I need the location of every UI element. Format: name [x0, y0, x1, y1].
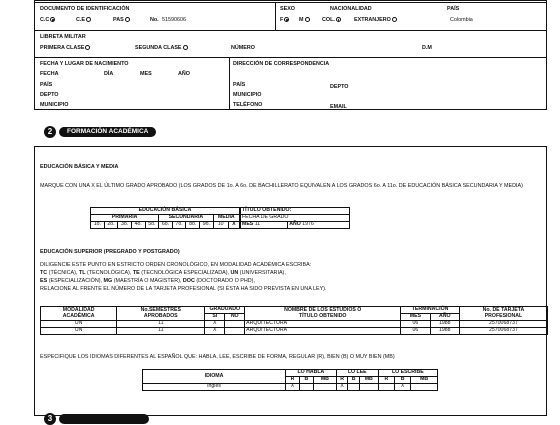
language-cell[interactable]: Inglés [143, 384, 286, 391]
media-label: MEDIA [213, 215, 239, 222]
doc-id-label: DOCUMENTO DE IDENTIFICACIÓN [40, 6, 130, 12]
speaks-mb-cell[interactable] [313, 384, 336, 391]
military-number-label: NÚMERO [231, 45, 255, 51]
section-3-number: 3 [44, 413, 56, 425]
birth-year-label: AÑO [178, 71, 190, 77]
birth-date-label: FECHA [40, 71, 59, 77]
radio-cc[interactable] [50, 17, 55, 22]
level-mb: MB [411, 377, 438, 384]
nationality-label: NACIONALIDAD [330, 6, 372, 12]
section-3-title-bar [59, 414, 149, 424]
degree-month[interactable]: MES 11 [241, 222, 288, 229]
birth-dept-label: DEPTO [40, 92, 59, 98]
radio-foreign[interactable] [392, 17, 397, 22]
section-2-header [44, 126, 204, 138]
languages-table [142, 369, 438, 391]
table-row [143, 384, 438, 391]
sex-f[interactable]: F [280, 17, 289, 23]
col-reads: LO LEE [336, 370, 378, 377]
card-cell[interactable]: 2570068737 [459, 321, 547, 328]
studies-cell[interactable]: ARQUITECTURA [245, 328, 401, 335]
speaks-b-cell[interactable] [299, 384, 313, 391]
radio-m[interactable] [305, 17, 310, 22]
sex-label: SEXO [280, 6, 295, 12]
level-r: R [378, 377, 394, 384]
grade-cell[interactable]: 3o. [118, 222, 132, 229]
corr-municipality-label: MUNICIPIO [233, 92, 262, 98]
basic-education-instructions: MARQUE CON UNA X EL ÚLTIMO GRADO APROBADO (LOS GRADOS DE 1o. A 6o. DE BACHILLERATO EQUIVALEN A LOS GRADOS 6o. A 11o. DE EDUCACIÓN BÁSICA SECUNDARIA Y MEDIA) [40, 183, 523, 189]
radio-ce[interactable] [86, 17, 91, 22]
writes-mb-cell[interactable] [411, 384, 438, 391]
writes-b-cell[interactable]: X [394, 384, 410, 391]
speaks-r-cell[interactable]: X [286, 384, 300, 391]
doc-number-label: No. [150, 17, 159, 23]
higher-education-title: EDUCACIÓN SUPERIOR (PREGRADO Y POSTGRADO) [40, 249, 180, 255]
col-writes: LO ESCRIBE [378, 370, 437, 377]
col-speaks: LO HABLA [286, 370, 337, 377]
row-divider-2 [34, 57, 547, 58]
level-mb: MB [313, 377, 336, 384]
level-r: R [336, 377, 348, 384]
section-2-title: FORMACIÓN ACADÉMICA [59, 127, 156, 137]
col-termination: TERMINACIÓN [401, 307, 460, 314]
grades-row [91, 222, 240, 229]
col-divider-sex [275, 2, 276, 30]
sex-m[interactable]: M [299, 17, 310, 23]
row-divider-1 [34, 30, 547, 31]
country-value[interactable]: Colombia [450, 17, 473, 23]
military-second-class[interactable]: SEGUNDA CLASE [135, 45, 188, 51]
grade-cell[interactable]: 9o. [200, 222, 214, 229]
basic-education-table-title: EDUCACIÓN BÁSICA [91, 208, 240, 215]
basic-education-grades-table [90, 207, 240, 229]
grade-cell[interactable]: 6o. [159, 222, 173, 229]
higher-education-table [40, 306, 548, 335]
col-studies: NOMBRE DE LOS ESTUDIOS O TÍTULO OBTENIDO [245, 307, 401, 321]
nationality-foreign[interactable]: EXTRANJERO [354, 17, 397, 23]
corr-email-label: EMAIL [330, 104, 347, 110]
col-graduated: GRADUADO [205, 307, 245, 314]
doc-type-cc[interactable]: C.C [40, 17, 55, 23]
col-card: No. DE TARJETA PROFESIONAL [459, 307, 547, 321]
month-cell[interactable]: 06 [401, 328, 430, 335]
semesters-cell[interactable]: 11 [117, 321, 205, 328]
primary-label: PRIMARIA [91, 215, 159, 222]
radio-second-class[interactable] [183, 45, 188, 50]
grade-cell[interactable]: 5o. [145, 222, 159, 229]
higher-education-instruction-2: TC (TÉCNICA), TL (TECNOLÓGICA), TE (TECNOLÓGICA ESPECIALIZADA), UN (UNIVERSITARIA), [40, 270, 286, 276]
nationality-col[interactable]: COL. [322, 17, 341, 23]
level-b: B [299, 377, 313, 384]
higher-education-instruction-1: DILIGENCIE ESTE PUNTO EN ESTRICTO ORDEN CRONOLÓGICO, EN MODALIDAD ACADÉMICA ESCRIBA: [40, 262, 312, 268]
military-dm-label: D.M [422, 45, 432, 51]
basic-education-title: EDUCACIÓN BÁSICA Y MEDIA [40, 164, 119, 170]
graduated-no-cell[interactable] [225, 328, 245, 335]
radio-col[interactable] [336, 17, 341, 22]
correspondence-title: DIRECCIÓN DE CORRESPONDENCIA [233, 61, 330, 67]
year-cell[interactable]: 1988 [430, 321, 459, 328]
section-2-number: 2 [44, 126, 56, 138]
graduated-no-cell[interactable] [225, 321, 245, 328]
corr-dept-label: DEPTO [330, 84, 349, 90]
birth-month-label: MES [140, 71, 152, 77]
secondary-label: SECUNDARIA [159, 215, 214, 222]
col-si: SI [205, 314, 225, 321]
semesters-cell[interactable]: 11 [117, 328, 205, 335]
level-mb: MB [359, 377, 378, 384]
country-label: PAÍS [447, 6, 460, 12]
studies-cell[interactable]: ARQUITECTURA [245, 321, 401, 328]
grade-cell[interactable]: 7o. [172, 222, 186, 229]
military-title: LIBRETA MILITAR [40, 34, 86, 40]
writes-r-cell[interactable] [378, 384, 394, 391]
corr-country-label: PAÍS [233, 82, 246, 88]
radio-pas[interactable] [125, 17, 130, 22]
reads-b-cell[interactable] [348, 384, 360, 391]
degree-obtained-table [240, 207, 350, 229]
radio-first-class[interactable] [85, 45, 90, 50]
doc-type-pas[interactable]: PAS [113, 17, 130, 23]
degree-date-label: FECHA DE GRADO [241, 215, 350, 222]
birth-day-label: DÍA [104, 71, 114, 77]
grade-cell-selected[interactable]: X [228, 222, 239, 229]
birth-country-label: PAÍS [40, 82, 53, 88]
level-b: B [394, 377, 410, 384]
col-divider-birth [229, 57, 230, 110]
corr-phone-label: TELÉFONO [233, 102, 263, 108]
radio-f[interactable] [284, 17, 289, 22]
grade-cell[interactable]: 4o. [131, 222, 145, 229]
top-divider [34, 2, 547, 3]
col-semesters: No.SEMESTRES APROBADOS [117, 307, 205, 321]
col-no: NO [225, 314, 245, 321]
modality-cell[interactable]: UN [41, 328, 117, 335]
reads-r-cell[interactable]: X [336, 384, 348, 391]
col-modality: MODALIDAD ACADÉMICA [41, 307, 117, 321]
higher-education-instruction-4: RELACIONE AL FRENTE EL NÚMERO DE LA TARJETA PROFESIONAL (SI ÉSTA HA SIDO PREVISTA EN UNA LEY). [40, 286, 327, 292]
month-cell[interactable]: 06 [401, 321, 430, 328]
higher-education-instruction-3: ES (ESPECIALIZACIÓN), MG (MAESTRÍA O MAGISTER), DOC (DOCTORADO O PHD), [40, 278, 255, 284]
grade-cell[interactable]: 10 [213, 222, 228, 229]
grade-cell[interactable]: 1o. [91, 222, 105, 229]
graduated-si-cell[interactable]: X [205, 328, 225, 335]
degree-obtained-label: TÍTULO OBTENIDO: [241, 208, 350, 215]
degree-year[interactable]: AÑO 1976 [288, 222, 350, 229]
modality-cell[interactable]: UN [41, 321, 117, 328]
doc-type-ce[interactable]: C.E [76, 17, 91, 23]
birth-title: FECHA Y LUGAR DE NACIMIENTO [40, 61, 129, 67]
military-first-class[interactable]: PRIMERA CLASE [40, 45, 90, 51]
table-row [41, 321, 548, 328]
grade-cell[interactable]: 8o. [186, 222, 200, 229]
section-3-header [44, 413, 204, 425]
col-language: IDIOMA [143, 370, 286, 384]
languages-instructions: ESPECIFIQUE LOS IDIOMAS DIFERENTES AL ESPAÑOL QUE: HABLA, LEE, ESCRIBE DE FORMA, REGULAR (R), BIEN (B) O MUY BIEN (MB) [40, 354, 395, 360]
reads-mb-cell[interactable] [359, 384, 378, 391]
col-month: MES [401, 314, 430, 321]
level-b: B [348, 377, 360, 384]
level-r: R [286, 377, 300, 384]
doc-number-value[interactable]: 51590606 [162, 17, 186, 23]
col-year: AÑO [430, 314, 459, 321]
table-row [41, 328, 548, 335]
grade-cell[interactable]: 2o. [104, 222, 118, 229]
birth-municipality-label: MUNICIPIO [40, 102, 69, 108]
graduated-si-cell[interactable]: X [205, 321, 225, 328]
year-cell[interactable]: 1988 [430, 328, 459, 335]
card-cell[interactable]: 2570068737 [459, 328, 547, 335]
